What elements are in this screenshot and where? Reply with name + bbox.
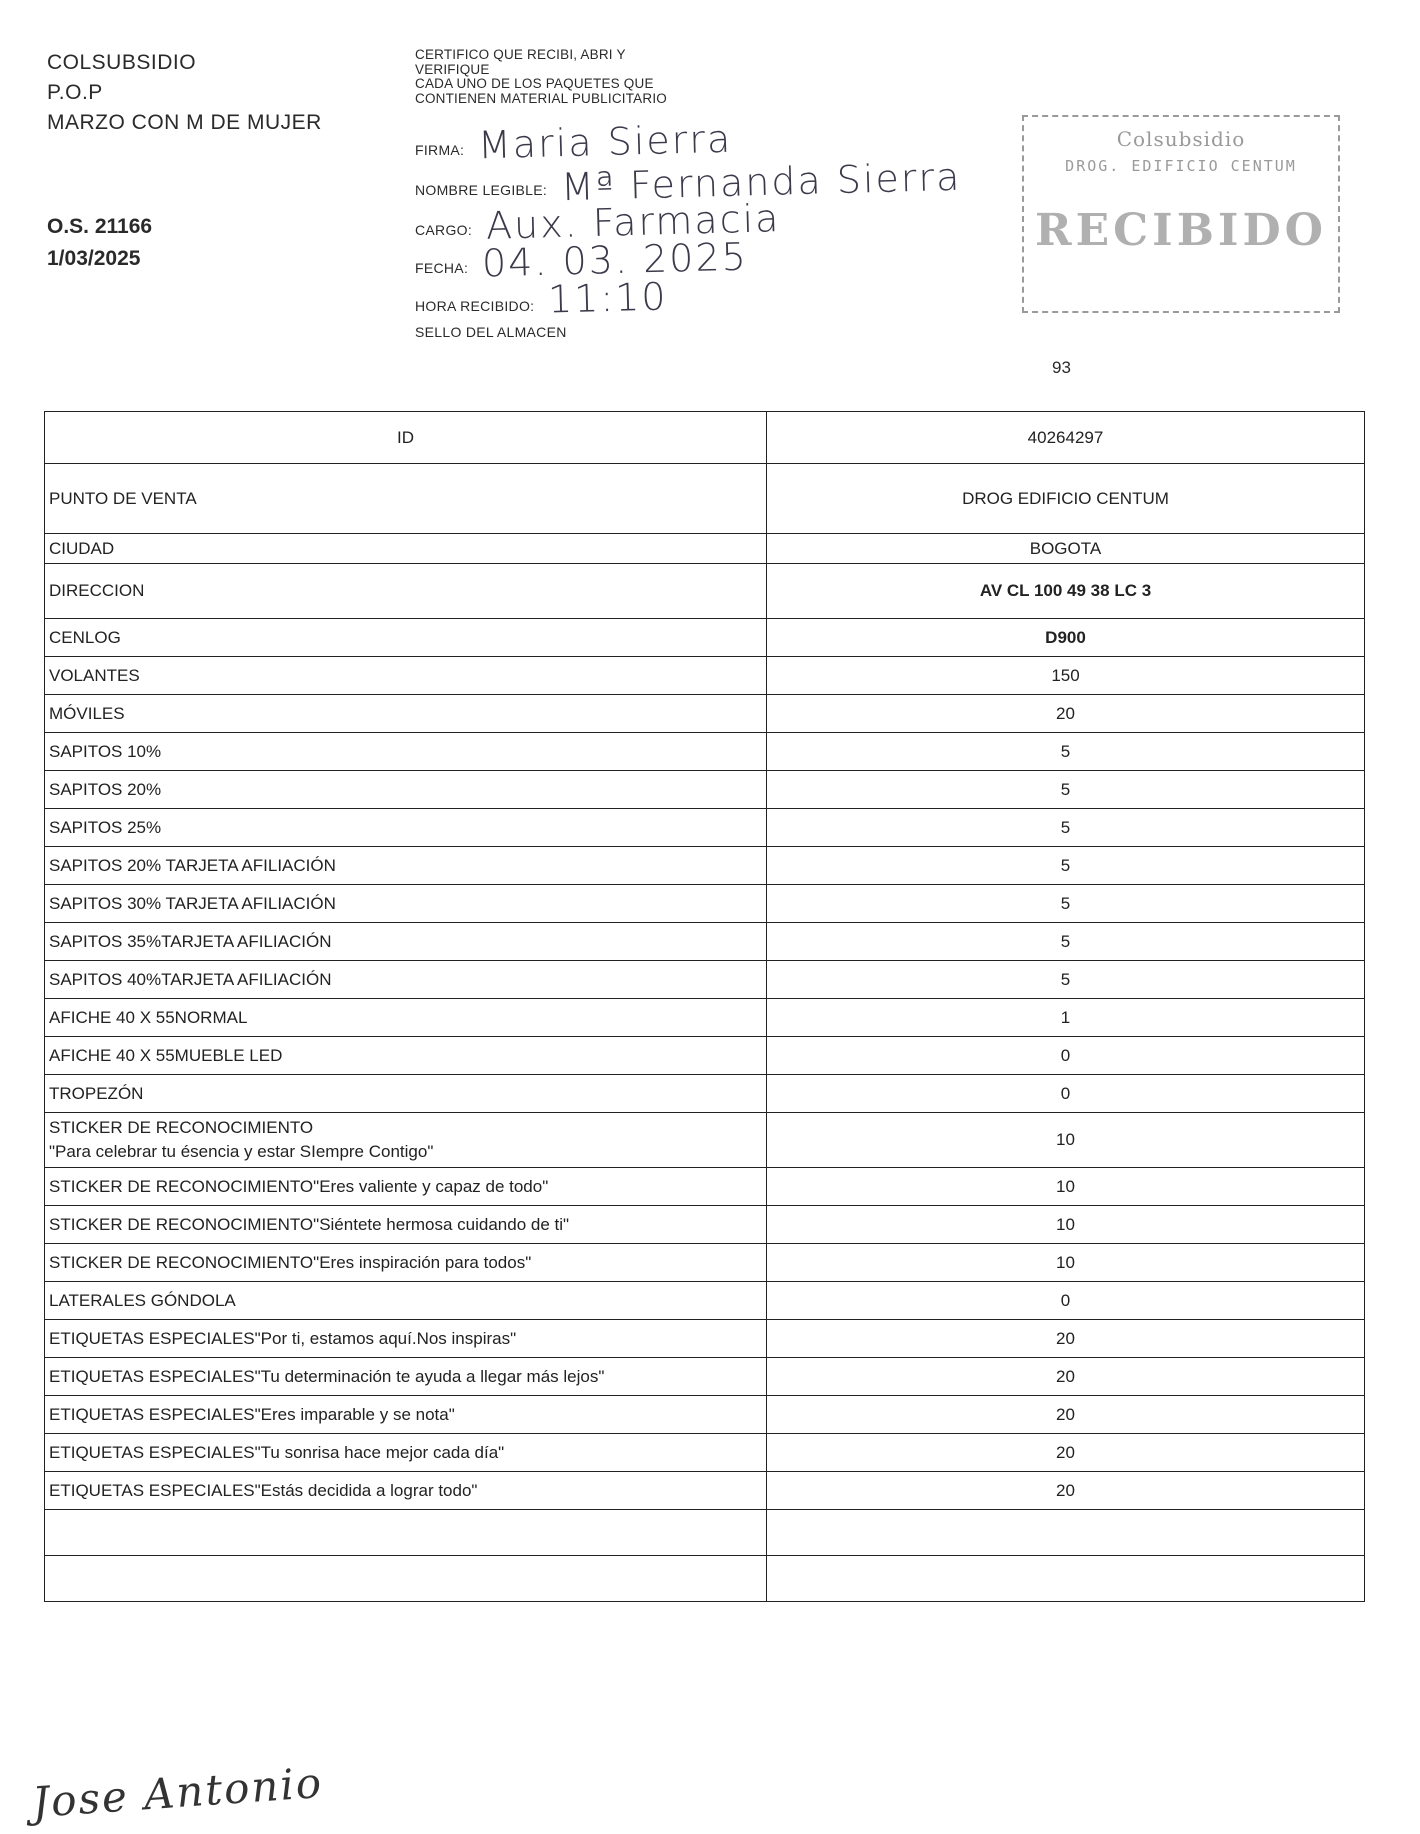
table-row bbox=[45, 1037, 1365, 1075]
firma-field bbox=[415, 116, 1015, 168]
row-value: 10 bbox=[767, 1244, 1365, 1282]
table-row bbox=[45, 464, 1365, 534]
certificate-line: VERIFIQUE bbox=[415, 61, 490, 77]
row-label: ETIQUETAS ESPECIALES"Tu sonrisa hace mejor cada día" bbox=[45, 1434, 767, 1472]
certificate-text bbox=[415, 48, 667, 106]
row-label: ETIQUETAS ESPECIALES"Eres imparable y se nota" bbox=[45, 1396, 767, 1434]
table-row bbox=[45, 1282, 1365, 1320]
company-name: COLSUBSIDIO bbox=[47, 51, 197, 74]
row-label: TROPEZÓN bbox=[45, 1075, 767, 1113]
row-value bbox=[767, 1556, 1365, 1602]
table-row bbox=[45, 1320, 1365, 1358]
row-value: 20 bbox=[767, 1320, 1365, 1358]
certificate-line: CONTIENEN MATERIAL PUBLICITARIO bbox=[415, 90, 667, 106]
row-label: SAPITOS 20% bbox=[45, 771, 767, 809]
row-label: ETIQUETAS ESPECIALES"Tu determinación te ayuda a llegar más lejos" bbox=[45, 1358, 767, 1396]
row-label: SAPITOS 10% bbox=[45, 733, 767, 771]
table-row bbox=[45, 847, 1365, 885]
table-row bbox=[45, 619, 1365, 657]
table-row bbox=[45, 1168, 1365, 1206]
stamp-recibido: RECIBIDO bbox=[1035, 205, 1327, 256]
cargo-value: Aux. Farmacia bbox=[485, 196, 781, 248]
row-value: DROG EDIFICIO CENTUM bbox=[767, 464, 1365, 534]
page-number: 93 bbox=[1052, 358, 1071, 377]
row-value: D900 bbox=[767, 619, 1365, 657]
sello-label: SELLO DEL ALMACEN bbox=[415, 324, 567, 340]
row-label bbox=[45, 1556, 767, 1602]
row-label: STICKER DE RECONOCIMIENTO"Eres valiente y capaz de todo" bbox=[45, 1168, 767, 1206]
hora-value: 11:10 bbox=[547, 274, 669, 322]
cargo-label: CARGO: bbox=[415, 222, 473, 238]
row-label: AFICHE 40 X 55MUEBLE LED bbox=[45, 1037, 767, 1075]
footer-signature: Jose Antonio bbox=[30, 1757, 325, 1828]
table-row bbox=[45, 1075, 1365, 1113]
table-row bbox=[45, 733, 1365, 771]
row-label: ETIQUETAS ESPECIALES"Estás decidida a lograr todo" bbox=[45, 1472, 767, 1510]
row-value: 0 bbox=[767, 1282, 1365, 1320]
table-row bbox=[45, 885, 1365, 923]
header-company-block bbox=[47, 48, 322, 138]
nombre-value: Mª Fernanda Sierra bbox=[560, 154, 963, 210]
stamp-store: DROG. EDIFICIO CENTUM bbox=[1065, 157, 1297, 175]
received-stamp bbox=[1022, 115, 1340, 313]
cargo-field bbox=[415, 196, 1015, 248]
table-row bbox=[45, 999, 1365, 1037]
row-label: CENLOG bbox=[45, 619, 767, 657]
row-value: 20 bbox=[767, 1396, 1365, 1434]
table-row bbox=[45, 534, 1365, 564]
row-label: ID bbox=[45, 412, 767, 464]
table-row-empty bbox=[45, 1556, 1365, 1602]
row-value: 40264297 bbox=[767, 412, 1365, 464]
table-row bbox=[45, 1358, 1365, 1396]
table-row bbox=[45, 1472, 1365, 1510]
row-label bbox=[45, 1510, 767, 1556]
row-value: 20 bbox=[767, 695, 1365, 733]
row-value: 5 bbox=[767, 771, 1365, 809]
table-row bbox=[45, 695, 1365, 733]
certificate-line: CERTIFICO QUE RECIBI, ABRI Y bbox=[415, 47, 626, 62]
table-row bbox=[45, 771, 1365, 809]
fecha-value: 04. 03. 2025 bbox=[481, 234, 749, 286]
row-value: 1 bbox=[767, 999, 1365, 1037]
row-label: SAPITOS 30% TARJETA AFILIACIÓN bbox=[45, 885, 767, 923]
row-label-multiline bbox=[45, 1113, 767, 1168]
row-label: VOLANTES bbox=[45, 657, 767, 695]
row-value: 5 bbox=[767, 733, 1365, 771]
table-row bbox=[45, 1244, 1365, 1282]
row-label: DIRECCION bbox=[45, 564, 767, 619]
stamp-company: Colsubsidio bbox=[1116, 127, 1246, 151]
row-value: 5 bbox=[767, 847, 1365, 885]
row-value: 20 bbox=[767, 1472, 1365, 1510]
row-label: AFICHE 40 X 55NORMAL bbox=[45, 999, 767, 1037]
row-label: SAPITOS 20% TARJETA AFILIACIÓN bbox=[45, 847, 767, 885]
order-date: 1/03/2025 bbox=[47, 247, 141, 270]
table-row bbox=[45, 923, 1365, 961]
table-row bbox=[45, 961, 1365, 999]
row-value bbox=[767, 1510, 1365, 1556]
row-value: 150 bbox=[767, 657, 1365, 695]
table-row bbox=[45, 809, 1365, 847]
firma-label: FIRMA: bbox=[415, 142, 465, 158]
row-value: 20 bbox=[767, 1434, 1365, 1472]
table-row bbox=[45, 1113, 1365, 1168]
row-label: STICKER DE RECONOCIMIENTO"Eres inspiración para todos" bbox=[45, 1244, 767, 1282]
row-value: 0 bbox=[767, 1037, 1365, 1075]
row-label: STICKER DE RECONOCIMIENTO bbox=[49, 1118, 314, 1137]
table-row bbox=[45, 412, 1365, 464]
certificate-line: CADA UNO DE LOS PAQUETES QUE bbox=[415, 76, 654, 91]
table-row bbox=[45, 1434, 1365, 1472]
hora-label: HORA RECIBIDO: bbox=[415, 298, 535, 314]
pop-label: P.O.P bbox=[47, 81, 103, 104]
table-row bbox=[45, 564, 1365, 619]
row-value: BOGOTA bbox=[767, 534, 1365, 564]
row-value: 5 bbox=[767, 961, 1365, 999]
row-value: 10 bbox=[767, 1168, 1365, 1206]
row-label: ETIQUETAS ESPECIALES"Por ti, estamos aquí.Nos inspiras" bbox=[45, 1320, 767, 1358]
row-label: PUNTO DE VENTA bbox=[45, 464, 767, 534]
firma-signature: Maria Sierra bbox=[477, 116, 734, 168]
row-label: SAPITOS 40%TARJETA AFILIACIÓN bbox=[45, 961, 767, 999]
nombre-label: NOMBRE LEGIBLE: bbox=[415, 182, 548, 198]
row-value: 5 bbox=[767, 923, 1365, 961]
row-value: 10 bbox=[767, 1206, 1365, 1244]
row-label: MÓVILES bbox=[45, 695, 767, 733]
row-label: STICKER DE RECONOCIMIENTO"Siéntete hermosa cuidando de ti" bbox=[45, 1206, 767, 1244]
receipt-fields bbox=[415, 116, 1015, 322]
row-value: 10 bbox=[767, 1113, 1365, 1168]
fecha-field bbox=[415, 234, 1015, 286]
row-value: AV CL 100 49 38 LC 3 bbox=[767, 564, 1365, 619]
campaign-name: MARZO CON M DE MUJER bbox=[47, 111, 322, 134]
row-label: SAPITOS 25% bbox=[45, 809, 767, 847]
table-row bbox=[45, 657, 1365, 695]
table-row-empty bbox=[45, 1510, 1365, 1556]
table-row bbox=[45, 1206, 1365, 1244]
row-label: SAPITOS 35%TARJETA AFILIACIÓN bbox=[45, 923, 767, 961]
materials-table bbox=[44, 411, 1365, 1602]
order-number: O.S. 21166 bbox=[47, 215, 153, 238]
order-block bbox=[47, 211, 152, 275]
row-label-line2: "Para celebrar tu ésencia y estar SIempre Contigo" bbox=[49, 1142, 434, 1161]
row-label: CIUDAD bbox=[45, 534, 767, 564]
row-value: 5 bbox=[767, 885, 1365, 923]
fecha-label: FECHA: bbox=[415, 260, 469, 276]
row-value: 20 bbox=[767, 1358, 1365, 1396]
table-row bbox=[45, 1396, 1365, 1434]
row-label: LATERALES GÓNDOLA bbox=[45, 1282, 767, 1320]
row-value: 5 bbox=[767, 809, 1365, 847]
row-value: 0 bbox=[767, 1075, 1365, 1113]
